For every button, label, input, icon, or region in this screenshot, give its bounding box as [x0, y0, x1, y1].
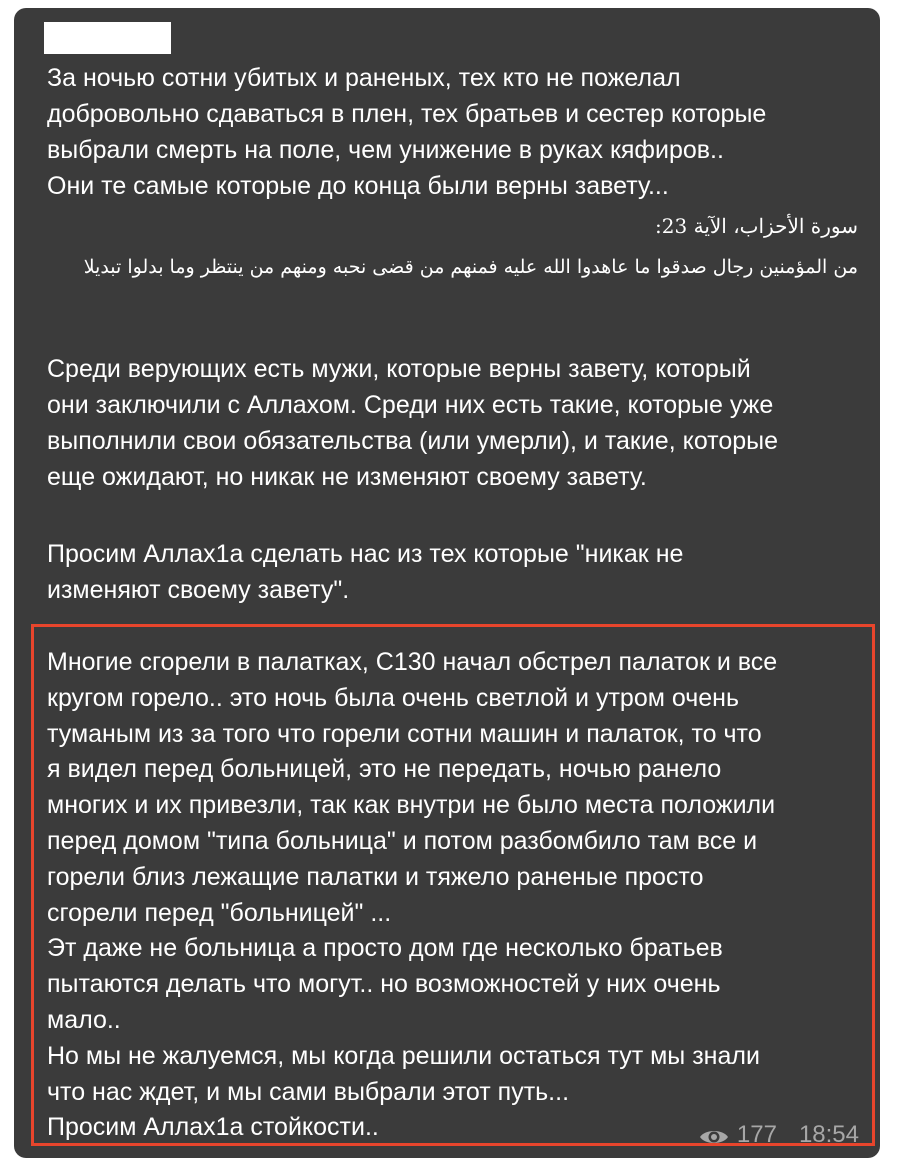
text-line: Но мы не жалуемся, мы когда решили остаться тут мы знали: [47, 1041, 760, 1070]
text-line: изменяют своему завету".: [47, 576, 350, 604]
redacted-sender-block: [44, 22, 171, 54]
arabic-reference: سورة الأحزاب، الآية 23:: [655, 214, 858, 238]
message-time: 18:54: [798, 1121, 859, 1148]
text-line: туманым из за того что горели сотни машин и палаток, то что: [47, 719, 762, 748]
text-line: выбрали смерть на поле, чем унижение в руках кяфиров..: [47, 136, 724, 164]
text-line: сгорели перед "больницей" ...: [47, 898, 392, 927]
message-meta: [699, 1120, 859, 1150]
text-line: выполнили свои обязательства (или умерли), и такие, которые: [47, 427, 779, 455]
view-count: 177: [736, 1121, 777, 1148]
message-bubble: [14, 8, 880, 1158]
text-line: Многие сгорели в палатках, С130 начал обстрел палаток и все: [47, 648, 778, 676]
text-line: что нас ждет, и мы сами выбрали этот путь...: [47, 1077, 570, 1106]
paragraph-3: [47, 536, 858, 608]
text-line: пытаются делать что могут.. но возможностей у них очень: [47, 970, 721, 999]
text-line: многих и их привезли, так как внутри не было места положили: [47, 791, 776, 820]
paragraph-2: [47, 351, 858, 495]
text-line: они заключили с Аллахом. Среди них есть такие, которые уже: [47, 391, 774, 419]
text-line: горели близ лежащие палатки и тяжело раненые просто: [47, 862, 704, 891]
text-line: Эт даже не больница а просто дом где несколько братьев: [47, 934, 723, 963]
text-line: добровольно сдаваться в плен, тех братьев и сестер которые: [47, 100, 767, 128]
text-line: я видел перед больницей, это не передать, ночью ранело: [47, 755, 722, 784]
text-line: Среди верующих есть мужи, которые верны завету, который: [47, 355, 751, 383]
highlighted-paragraph: [47, 645, 858, 1146]
text-line: кругом горело.. это ночь была очень светлой и утром очень: [47, 683, 739, 712]
eye-icon: [699, 1125, 729, 1145]
text-line: Просим Аллах1а стойкости..: [47, 1113, 379, 1142]
text-line: Просим Аллах1а сделать нас из тех которые "никак не: [47, 540, 684, 568]
text-line: еще ожидают, но никак не изменяют своему завету.: [47, 463, 647, 491]
paragraph-1: [47, 60, 858, 204]
text-line: мало..: [47, 1005, 121, 1034]
text-line: перед домом "типа больница" и потом разбомбило там все и: [47, 826, 758, 855]
text-line: Они те самые которые до конца были верны завету...: [47, 172, 669, 200]
text-line: За ночью сотни убитых и раненых, тех кто не пожелал: [47, 64, 681, 92]
arabic-verse: من المؤمنين رجال صدقوا ما عاهدوا الله عليه فمنهم من قضى نحبه ومنهم من ينتظر وما بدلوا تبديلا: [83, 256, 858, 278]
